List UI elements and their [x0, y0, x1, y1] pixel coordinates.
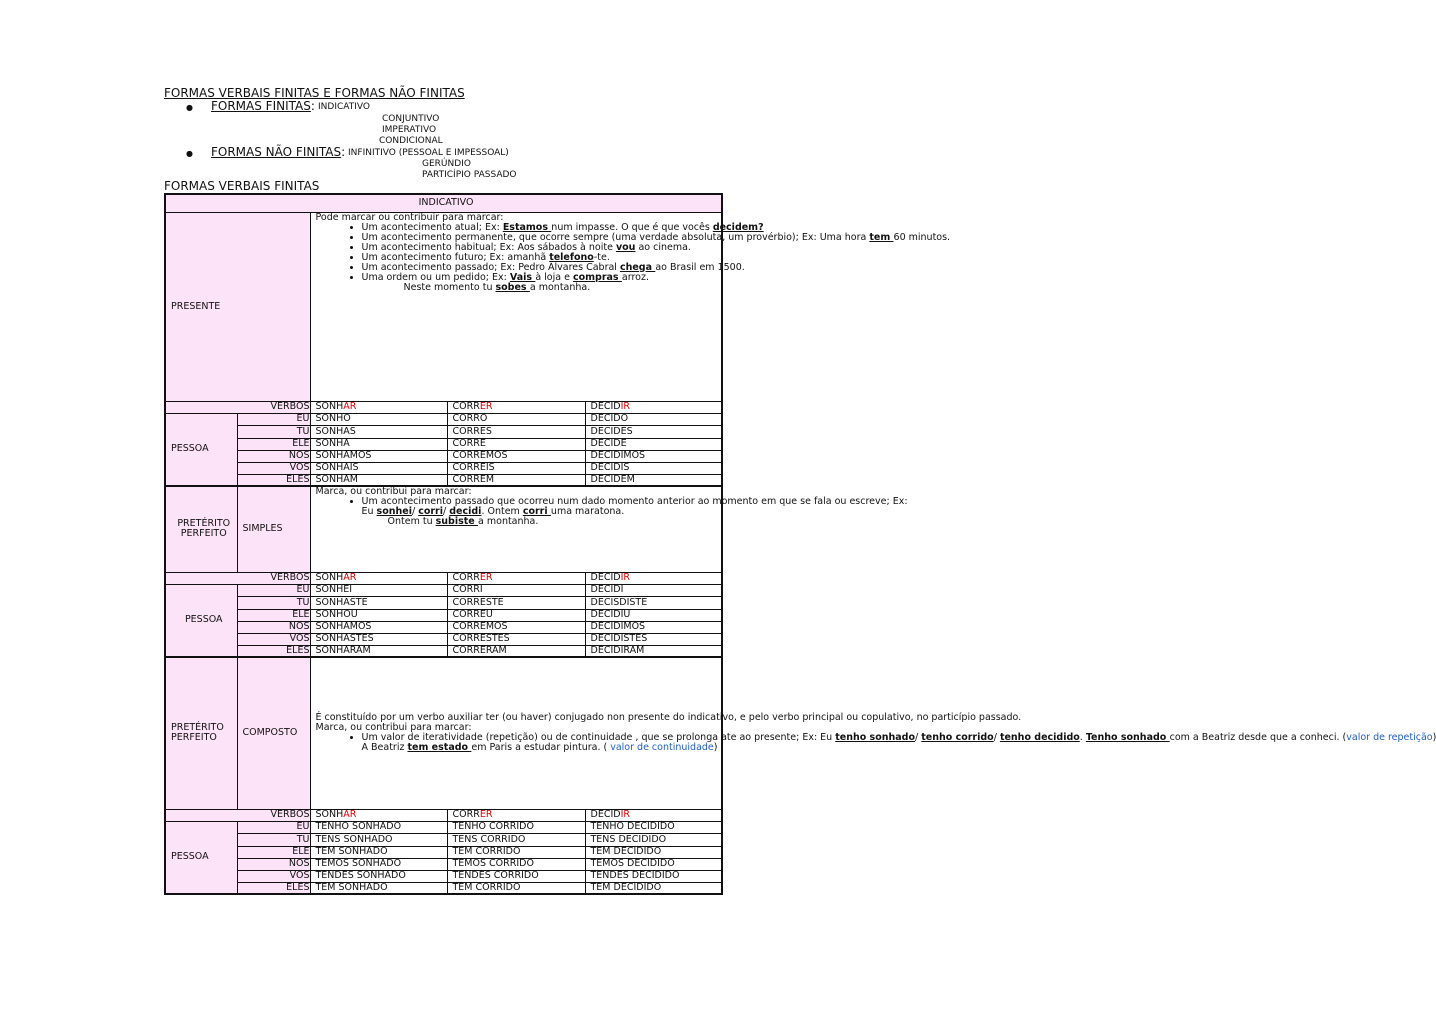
- bullet-icon: ●: [186, 149, 193, 158]
- conjugation-cell: SONHAMOS: [310, 450, 447, 462]
- usage-item: • Um acontecimento permanente, que ocorre sempre (uma verdade absoluta, um provérbio); Ex: Uma hora tem 60 minutos.: [362, 233, 722, 243]
- conjugation-cell: CORREM: [447, 474, 585, 486]
- conjugation-cell: CORREIS: [447, 462, 585, 474]
- conjugation-cell: TEM CORRIDO: [447, 846, 585, 858]
- pronoun: ELE: [237, 438, 310, 450]
- conjugation-cell: DECIDISTES: [585, 633, 722, 645]
- usage-item: • Um acontecimento futuro; Ex: amanhã telefono-te.: [362, 253, 722, 263]
- pessoa-label: PESSOA: [165, 413, 237, 486]
- conjugation-cell: SONHARAM: [310, 645, 447, 657]
- pronoun: ELES: [237, 645, 310, 657]
- conjugation-cell: TEM SONHADO: [310, 846, 447, 858]
- conjugation-cell: SONHAMOS: [310, 621, 447, 633]
- tense-sublabel: SIMPLES: [237, 486, 310, 572]
- conjugation-cell: SONHA: [310, 438, 447, 450]
- conjugation-cell: CORREMOS: [447, 621, 585, 633]
- verb-header: DECIDIR: [585, 809, 722, 821]
- conjugation-cell: DECIDIU: [585, 609, 722, 621]
- conjugation-cell: DECIDIRAM: [585, 645, 722, 657]
- usage-item: • Um acontecimento habitual; Ex: Aos sábados à noite vou ao cinema.: [362, 243, 722, 253]
- pessoa-label: PESSOA: [165, 821, 237, 894]
- conjugation-cell: CORRESTE: [447, 596, 585, 609]
- conjugation-cell: CORRERAM: [447, 645, 585, 657]
- pronoun: EU: [237, 413, 310, 425]
- tense-description: Marca, ou contribui para marcar: • Um acontecimento passado que ocorreu num dado momento anterior ao momento em que se fala ou escreve; Ex: Eu sonhei/ corri/ decidi. Ontem corri uma maratona. Ontem tu subiste a montanha.: [310, 486, 722, 572]
- finitas-item: INDICATIVO: [318, 102, 370, 112]
- verb-header: CORRER: [447, 809, 585, 821]
- usage-item: • Um acontecimento atual; Ex: Estamos num impasse. O que é que vocês decidem?: [362, 223, 722, 233]
- pronoun: EU: [237, 584, 310, 596]
- conjugation-cell: TENS DECIDIDO: [585, 833, 722, 846]
- pronoun: TU: [237, 833, 310, 846]
- conjugation-cell: DECIDIS: [585, 462, 722, 474]
- finitas-label: FORMAS FINITAS:: [211, 99, 315, 113]
- conjugation-cell: SONHASTE: [310, 596, 447, 609]
- pronoun: TU: [237, 596, 310, 609]
- verb-header: SONHAR: [310, 809, 447, 821]
- pronoun: ELE: [237, 846, 310, 858]
- conjugation-cell: SONHO: [310, 413, 447, 425]
- pronoun: VOS: [237, 633, 310, 645]
- conjugation-cell: DECIDI: [585, 584, 722, 596]
- conjugation-cell: CORRI: [447, 584, 585, 596]
- tense-label: PRETÉRITO PERFEITO: [165, 486, 237, 572]
- conjugation-cell: SONHASTES: [310, 633, 447, 645]
- usage-item: • Um acontecimento passado; Ex: Pedro Álvares Cabral chega ao Brasil em 1500.: [362, 263, 722, 273]
- pronoun: ELE: [237, 609, 310, 621]
- verb-header: SONHAR: [310, 572, 447, 584]
- conjugation-cell: CORRE: [447, 438, 585, 450]
- usage-item: • Um valor de iteratividade (repetição) ou de continuidade , que se prolonga ate ao presente; Ex: Eu tenho sonhado/ tenho corrido/ tenho decidido. Tenho sonhado com a Beatriz desde que a conheci. (valor de repetição): [362, 733, 722, 743]
- verb-header: DECIDIR: [585, 572, 722, 584]
- definition: É constituído por um verbo auxiliar ter (ou haver) conjugado non presente do indicativo, e pelo verbo principal ou copulativo, no particípio passado.: [315, 712, 1022, 724]
- verb-header: SONHAR: [310, 401, 447, 413]
- pronoun: EU: [237, 821, 310, 833]
- indicativo-table: [164, 193, 1436, 895]
- verbos-label: VERBOS: [165, 401, 310, 413]
- conjugation-cell: SONHAS: [310, 425, 447, 438]
- conjugation-cell: SONHAIS: [310, 462, 447, 474]
- tense-description: Pode marcar ou contribuir para marcar: • Um acontecimento atual; Ex: Estamos num impasse. O que é que vocês decidem? • Um acontecimento permanente, que ocorre sempre (uma verdade absoluta, um provérbio); Ex: Uma hora tem 60 minutos. • Um acontecimento habitual; Ex: Aos sábados à noite vou ao cinema. • Um acontecimento futuro; Ex: amanhã telefono-te. • Um acontecimento passado; Ex: Pedro Álvares Cabral chega ao Brasil em 1500. • Uma ordem ou um pedido; Ex: Vais à loja e compras arroz. Neste momento tu sobes a montanha.: [310, 212, 722, 401]
- verb-header: CORRER: [447, 401, 585, 413]
- conjugation-cell: DECISDISTE: [585, 596, 722, 609]
- finitas-item: CONDICIONAL: [379, 136, 443, 146]
- usage-item: • Uma ordem ou um pedido; Ex: Vais à loja e compras arroz.: [362, 273, 722, 283]
- pronoun: VOS: [237, 870, 310, 882]
- tense-label: PRESENTE: [165, 212, 310, 401]
- conjugation-cell: TEM DECIDIDO: [585, 846, 722, 858]
- pronoun: TU: [237, 425, 310, 438]
- conjugation-cell: SONHAM: [310, 474, 447, 486]
- conjugation-cell: SONHEI: [310, 584, 447, 596]
- finitas-item: CONJUNTIVO: [382, 114, 440, 124]
- conjugation-cell: DECIDO: [585, 413, 722, 425]
- conjugation-cell: TENDES CORRIDO: [447, 870, 585, 882]
- table-header: INDICATIVO: [165, 194, 722, 212]
- verbos-label: VERBOS: [165, 809, 310, 821]
- page-title: FORMAS VERBAIS FINITAS E FORMAS NÃO FINITAS: [164, 86, 465, 100]
- finitas-item: IMPERATIVO: [382, 125, 437, 135]
- example-line: Ontem tu subiste a montanha.: [387, 516, 539, 527]
- nao-finitas-label: FORMAS NÃO FINITAS:: [211, 145, 346, 159]
- conjugation-cell: CORRESTES: [447, 633, 585, 645]
- nao-finitas-item: GERÚNDIO: [422, 159, 471, 169]
- conjugation-cell: TEM CORRIDO: [447, 882, 585, 894]
- verb-header: DECIDIR: [585, 401, 722, 413]
- conjugation-cell: CORREU: [447, 609, 585, 621]
- section-title: FORMAS VERBAIS FINITAS: [164, 179, 320, 193]
- tense-description: É constituído por um verbo auxiliar ter (ou haver) conjugado non presente do indicativo, e pelo verbo principal ou copulativo, no particípio passado. Marca, ou contribui para marcar: • Um valor de iteratividade (repetição) ou de continuidade , que se prolonga ate ao presente; Ex: Eu tenho sonhado/ tenho corrido/ tenho decidido. Tenho sonhado com a Beatriz desde que a conheci. (valor de repetição) A Beatriz tem estado em Paris a estudar pintura. ( valor de continuidade): [310, 657, 722, 809]
- conjugation-cell: TENDES DECIDIDO: [585, 870, 722, 882]
- conjugation-cell: DECIDE: [585, 438, 722, 450]
- conjugation-cell: TENHO CORRIDO: [447, 821, 585, 833]
- conjugation-cell: TENDES SONHADO: [310, 870, 447, 882]
- pronoun: ELES: [237, 474, 310, 486]
- conjugation-cell: DECIDIMOS: [585, 450, 722, 462]
- pronoun: ELES: [237, 882, 310, 894]
- conjugation-cell: TEM SONHADO: [310, 882, 447, 894]
- nao-finitas-item: PARTICÍPIO PASSADO: [422, 170, 517, 180]
- usage-item: • Um acontecimento passado que ocorreu num dado momento anterior ao momento em que se fala ou escreve; Ex:: [362, 497, 722, 507]
- conjugation-cell: TENS SONHADO: [310, 833, 447, 846]
- verbos-label: VERBOS: [165, 572, 310, 584]
- tense-sublabel: COMPOSTO: [237, 657, 310, 809]
- pronoun: NOS: [237, 858, 310, 870]
- conjugation-cell: TEMOS DECIDIDO: [585, 858, 722, 870]
- example-line: Eu sonhei/ corri/ decidi. Ontem corri uma maratona.: [361, 506, 625, 517]
- conjugation-cell: TEM DECIDIDO: [585, 882, 722, 894]
- conjugation-cell: DECIDIMOS: [585, 621, 722, 633]
- pronoun: NOS: [237, 621, 310, 633]
- bullet-icon: ●: [186, 103, 193, 112]
- conjugation-cell: TEMOS SONHADO: [310, 858, 447, 870]
- pronoun: NOS: [237, 450, 310, 462]
- tense-label: PRETÉRITO PERFEITO: [165, 657, 237, 809]
- conjugation-cell: DECIDEM: [585, 474, 722, 486]
- verb-header: CORRER: [447, 572, 585, 584]
- conjugation-cell: TENS CORRIDO: [447, 833, 585, 846]
- conjugation-cell: TENHO DECIDIDO: [585, 821, 722, 833]
- nao-finitas-item: INFINITIVO (PESSOAL E IMPESSOAL): [348, 148, 509, 158]
- conjugation-cell: SONHOU: [310, 609, 447, 621]
- pronoun: VOS: [237, 462, 310, 474]
- conjugation-cell: TEMOS CORRIDO: [447, 858, 585, 870]
- example-line: A Beatriz tem estado em Paris a estudar pintura. ( valor de continuidade): [361, 742, 718, 754]
- conjugation-cell: CORRES: [447, 425, 585, 438]
- conjugation-cell: CORREMOS: [447, 450, 585, 462]
- conjugation-cell: DECIDES: [585, 425, 722, 438]
- conjugation-cell: TENHO SONHADO: [310, 821, 447, 833]
- example-line: Neste momento tu sobes a montanha.: [403, 281, 591, 293]
- pessoa-label: PESSOA: [165, 584, 237, 657]
- conjugation-cell: CORRO: [447, 413, 585, 425]
